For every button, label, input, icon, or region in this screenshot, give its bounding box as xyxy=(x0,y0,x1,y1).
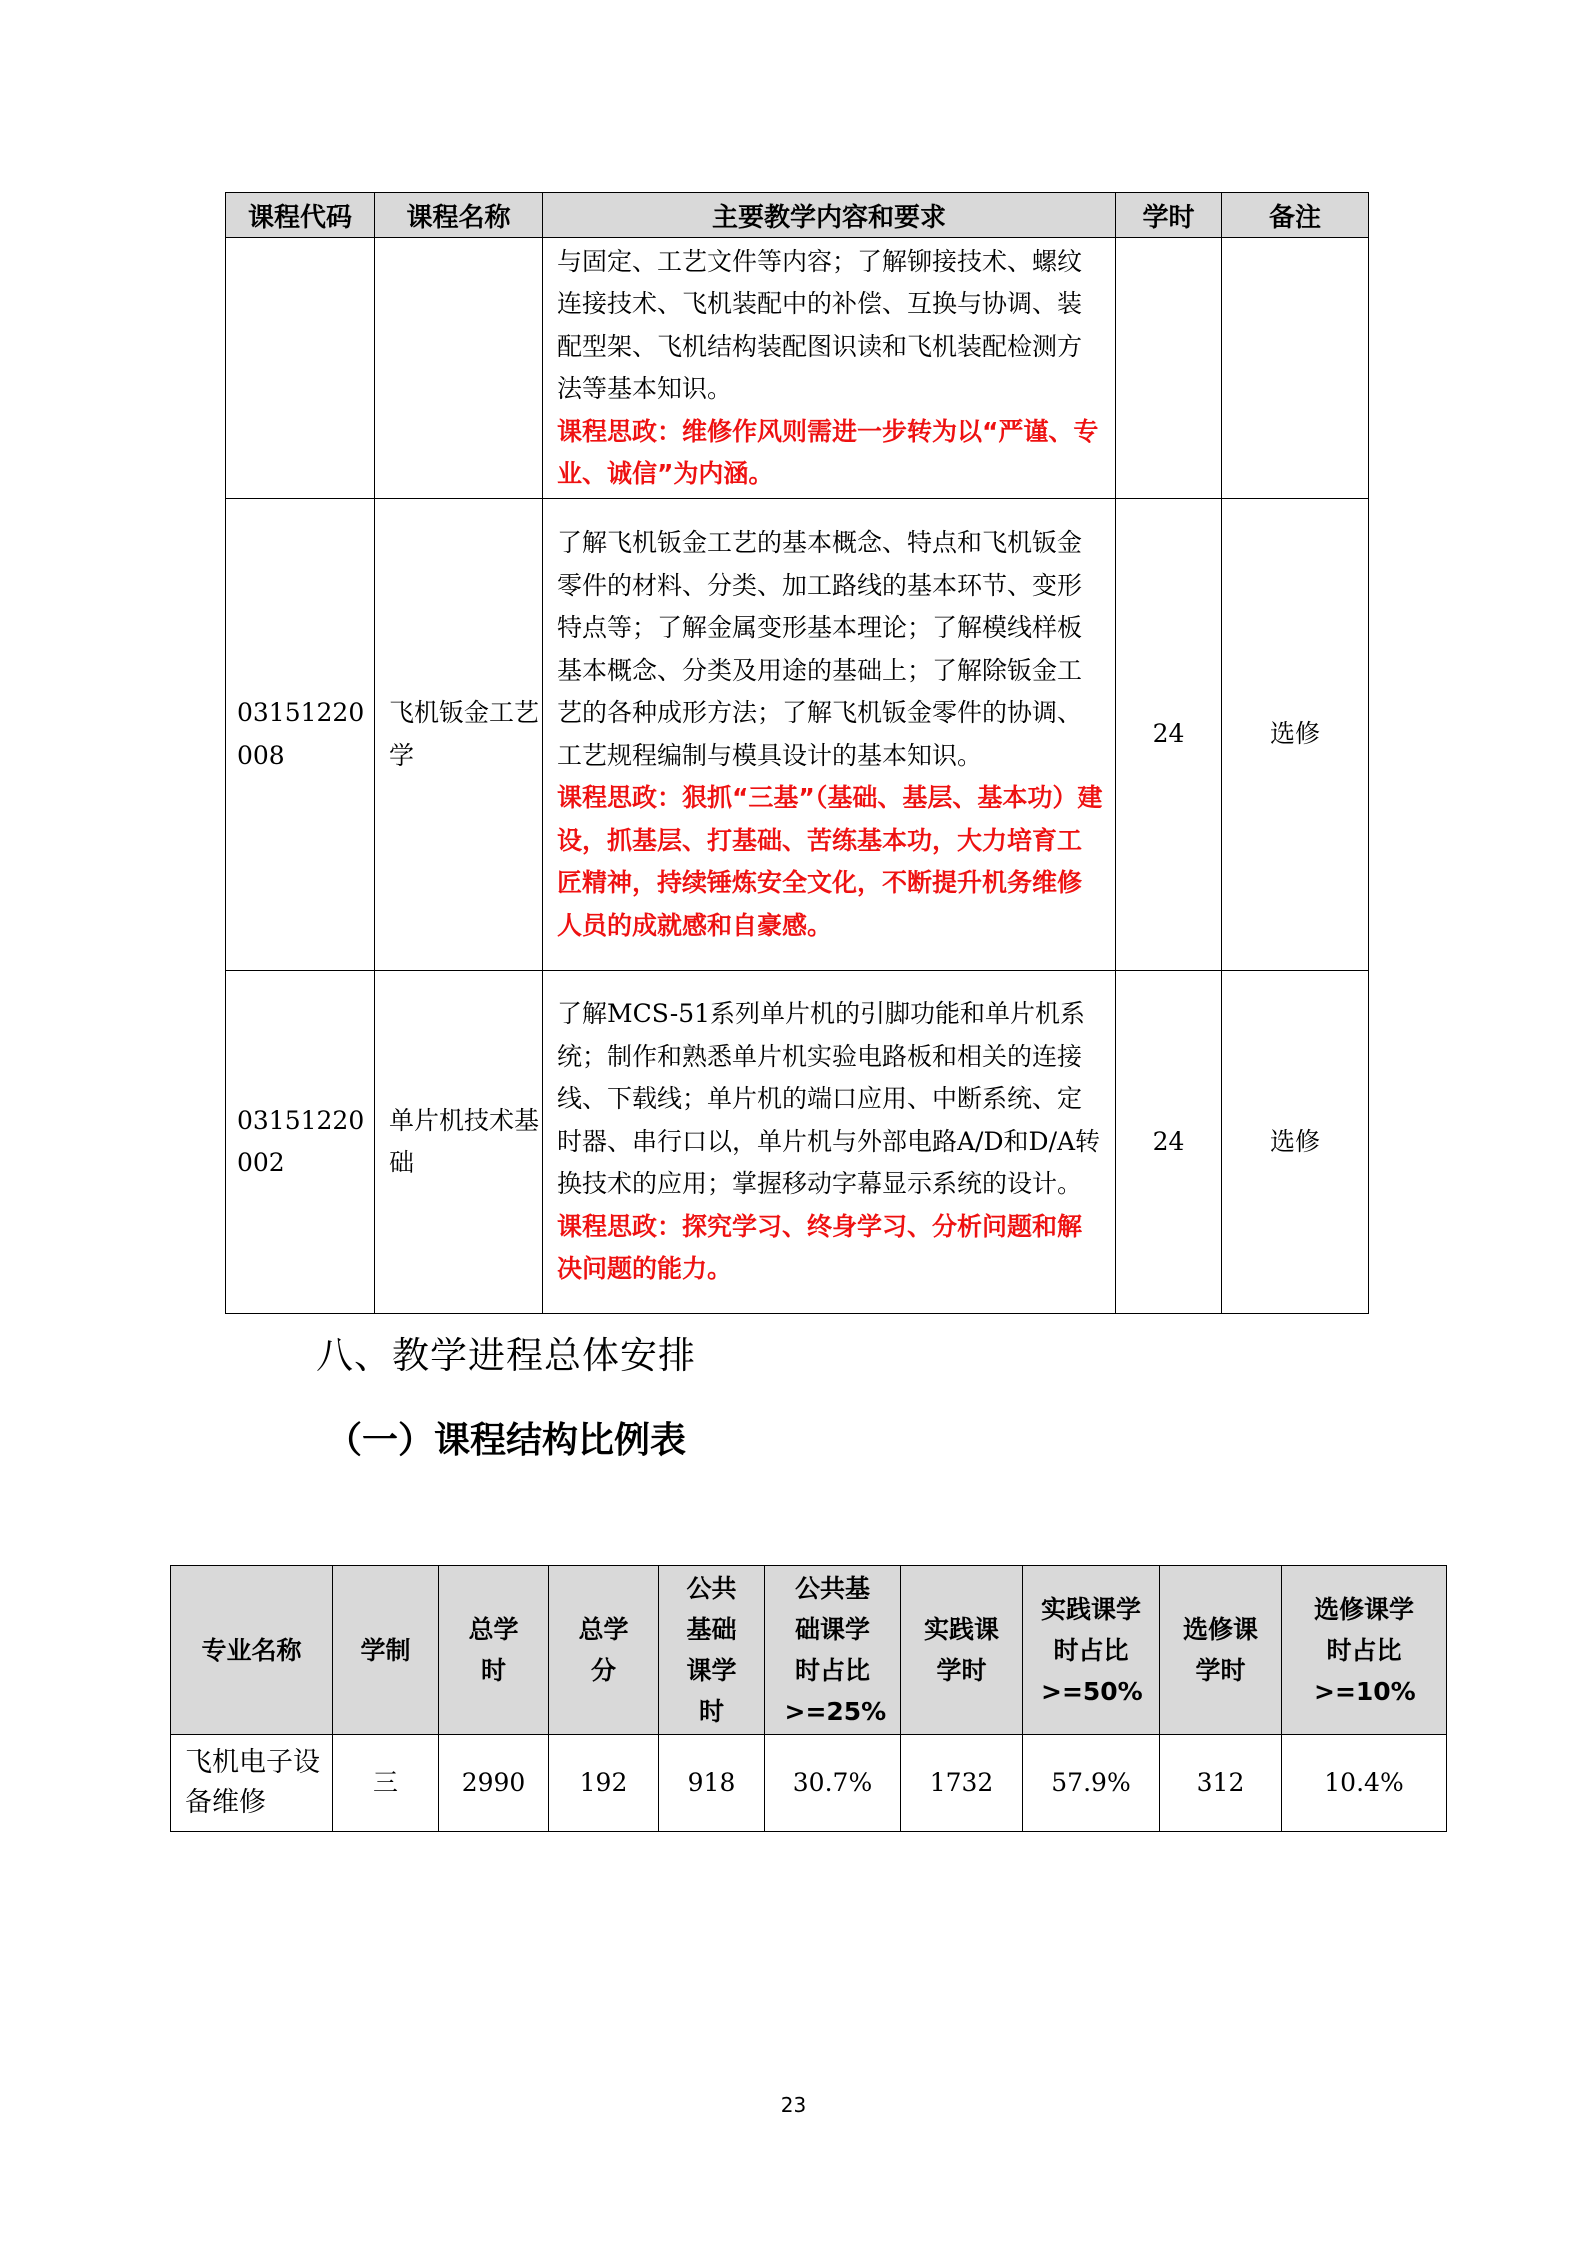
course-table xyxy=(225,192,1369,1314)
header-system-label: 学制 xyxy=(360,1635,411,1665)
course-name-cell: 单片机技术基础 xyxy=(375,971,543,1314)
total-hours-cell: 2990 xyxy=(439,1735,549,1832)
header-elective-ratio xyxy=(1282,1566,1447,1735)
header-system xyxy=(333,1566,439,1735)
header-practice-ratio-label: 实践课学时占比>=50% xyxy=(1041,1594,1143,1706)
course-content-text: 了解飞机钣金工艺的基本概念、特点和飞机钣金零件的材料、分类、加工路线的基本环节、变形特点等；了解金属变形基本理论；了解模线样板基本概念、分类及用途的基础上；了解除钣金工艺的各种成形方法；了解飞机钣金零件的协调、工艺规程编制与模具设计的基本知识。 xyxy=(557,528,1083,770)
header-practice-ratio xyxy=(1023,1566,1160,1735)
major-cell: 飞机电子设备维修 xyxy=(171,1735,333,1832)
header-course-content: 主要教学内容和要求 xyxy=(543,193,1116,238)
header-total-credits-label: 总学分 xyxy=(578,1615,629,1685)
course-code-cell: 03151220002 xyxy=(226,971,375,1314)
subsection-title: （一）课程结构比例表 xyxy=(326,1420,687,1461)
elective-ratio-cell: 10.4% xyxy=(1282,1735,1447,1832)
course-content-text: 与固定、工艺文件等内容；了解铆接技术、螺纹连接技术、飞机装配中的补偿、互换与协调、装配型架、飞机结构装配图识读和飞机装配检测方法等基本知识。 xyxy=(557,246,1083,403)
course-note-cell: 选修 xyxy=(1222,971,1369,1314)
section-title: 八、教学进程总体安排 xyxy=(316,1334,696,1377)
system-cell: 三 xyxy=(333,1735,439,1832)
course-structure-ratio-table xyxy=(170,1565,1447,1832)
header-major-label: 专业名称 xyxy=(201,1635,302,1665)
course-name-cell xyxy=(375,238,543,499)
public-basic-hours-cell: 918 xyxy=(659,1735,765,1832)
table-row xyxy=(226,971,1369,1314)
header-public-basic-hours xyxy=(659,1566,765,1735)
course-hours-cell: 24 xyxy=(1116,971,1222,1314)
header-practice-hours-label: 实践课学时 xyxy=(923,1615,999,1685)
header-course-name: 课程名称 xyxy=(375,193,543,238)
course-content-text: 了解MCS-51系列单片机的引脚功能和单片机系统；制作和熟悉单片机实验电路板和相关的连接线、下载线；单片机的端口应用、中断系统、定时器、串行口以，单片机与外部电路A/D和D/A转换技术的应用；掌握移动字幕显示系统的设计。 xyxy=(557,999,1101,1199)
header-course-note: 备注 xyxy=(1222,193,1369,238)
table-row xyxy=(226,499,1369,971)
page-number: 23 xyxy=(780,2093,807,2117)
course-content-cell xyxy=(543,971,1116,1314)
course-ideology-text: 课程思政：维修作风则需进一步转为以“严谨、专业、诚信”为内涵。 xyxy=(557,416,1099,488)
ratio-table-header-row xyxy=(171,1566,1447,1735)
practice-hours-cell: 1732 xyxy=(901,1735,1023,1832)
header-public-basic-hours-label: 公共基础课学时 xyxy=(686,1574,737,1726)
elective-hours-cell: 312 xyxy=(1160,1735,1282,1832)
course-content-cell xyxy=(543,238,1116,499)
course-code-cell: 03151220008 xyxy=(226,499,375,971)
practice-ratio-cell: 57.9% xyxy=(1023,1735,1160,1832)
course-name-cell: 飞机钣金工艺学 xyxy=(375,499,543,971)
header-elective-hours-label: 选修课学时 xyxy=(1182,1615,1258,1685)
total-credits-cell: 192 xyxy=(549,1735,659,1832)
header-public-basic-ratio-label: 公共基础课学时占比>=25% xyxy=(784,1574,887,1726)
header-elective-ratio-label: 选修课学时占比>=10% xyxy=(1314,1594,1416,1706)
course-note-cell xyxy=(1222,238,1369,499)
header-public-basic-ratio xyxy=(765,1566,901,1735)
course-code-cell xyxy=(226,238,375,499)
header-total-credits xyxy=(549,1566,659,1735)
public-basic-ratio-cell: 30.7% xyxy=(765,1735,901,1832)
course-hours-cell: 24 xyxy=(1116,499,1222,971)
course-ideology-text: 课程思政：狠抓“三基”（基础、基层、基本功）建设，抓基层、打基础、苦练基本功，大力培育工匠精神，持续锤炼安全文化，不断提升机务维修人员的成就感和自豪感。 xyxy=(557,783,1103,940)
course-note-cell: 选修 xyxy=(1222,499,1369,971)
header-total-hours-label: 总学时 xyxy=(468,1615,519,1685)
header-elective-hours xyxy=(1160,1566,1282,1735)
course-ideology-text: 课程思政：探究学习、终身学习、分析问题和解决问题的能力。 xyxy=(557,1211,1083,1284)
header-practice-hours xyxy=(901,1566,1023,1735)
header-major xyxy=(171,1566,333,1735)
header-course-code: 课程代码 xyxy=(226,193,375,238)
course-content-cell xyxy=(543,499,1116,971)
header-course-hours: 学时 xyxy=(1116,193,1222,238)
header-total-hours xyxy=(439,1566,549,1735)
course-table-header-row xyxy=(226,193,1369,238)
course-hours-cell xyxy=(1116,238,1222,499)
table-row xyxy=(226,238,1369,499)
table-row xyxy=(171,1735,1447,1832)
